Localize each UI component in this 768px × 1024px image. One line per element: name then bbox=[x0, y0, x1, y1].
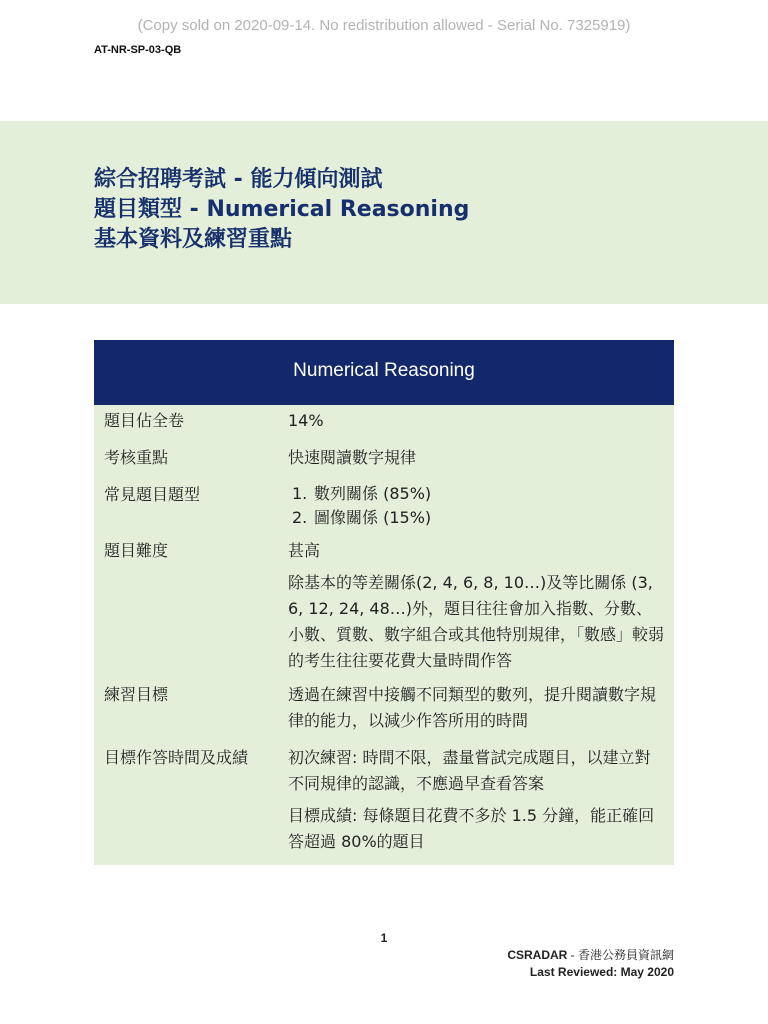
row-label: 常見題目題型 bbox=[104, 485, 201, 504]
table-header: Numerical Reasoning bbox=[94, 340, 674, 405]
footer-info bbox=[507, 947, 674, 981]
row-label: 題目難度 bbox=[104, 541, 169, 560]
list-number: 1. bbox=[292, 484, 308, 503]
list-text: 圖像關係 (15%) bbox=[314, 508, 432, 527]
site-description: 香港公務員資訊網 bbox=[577, 948, 674, 962]
list-item bbox=[288, 482, 664, 506]
list-item bbox=[288, 506, 664, 530]
row-value: 透過在練習中接觸不同類型的數列，提升閱讀數字規律的能力，以減少作答所用的時間 bbox=[288, 685, 657, 730]
row-label: 考核重點 bbox=[104, 448, 169, 467]
document-title bbox=[94, 165, 469, 255]
row-paragraph: 甚高 bbox=[288, 541, 321, 560]
row-paragraph: 目標成績: 每條題目花費不多於 1.5 分鐘，能正確回答超過 80%的題目 bbox=[288, 806, 655, 851]
list-text: 數列關係 (85%) bbox=[314, 484, 432, 503]
site-name: CSRADAR bbox=[507, 948, 568, 962]
row-label: 目標作答時間及成績 bbox=[104, 748, 249, 767]
title-line-1: 綜合招聘考試 - 能力傾向測試 bbox=[94, 167, 383, 192]
title-line-3: 基本資料及練習重點 bbox=[94, 227, 293, 252]
info-table bbox=[94, 340, 674, 865]
footer-site bbox=[507, 947, 674, 964]
row-value: 快速閱讀數字規律 bbox=[288, 448, 417, 467]
copy-watermark: (Copy sold on 2020-09-14. No redistribution allowed - Serial No. 7325919) bbox=[137, 17, 631, 34]
row-value bbox=[288, 538, 664, 674]
title-line-2: 題目類型 - Numerical Reasoning bbox=[94, 197, 470, 222]
last-reviewed: Last Reviewed: May 2020 bbox=[529, 965, 674, 979]
row-label: 練習目標 bbox=[104, 685, 169, 704]
row-paragraph: 除基本的等差關係(2, 4, 6, 8, 10…)及等比關係 (3, 6, 12, 24, 48…)外，題目往往會加入指數、分數、小數、質數、數字組合或其他特別規律，「數感」較弱的考生往往要花費大量時間作答 bbox=[288, 573, 665, 670]
row-paragraph: 初次練習: 時間不限，盡量嘗試完成題目，以建立對不同規律的認識，不應過早查看答案 bbox=[288, 748, 651, 793]
row-value bbox=[288, 745, 664, 855]
row-label: 題目佔全卷 bbox=[104, 411, 185, 430]
site-separator: - bbox=[567, 948, 578, 962]
page-number: 1 bbox=[380, 931, 388, 945]
list-number: 2. bbox=[292, 508, 308, 527]
row-value: 14% bbox=[288, 411, 324, 430]
row-value-list bbox=[288, 482, 664, 530]
document-code: AT-NR-SP-03-QB bbox=[94, 44, 182, 56]
